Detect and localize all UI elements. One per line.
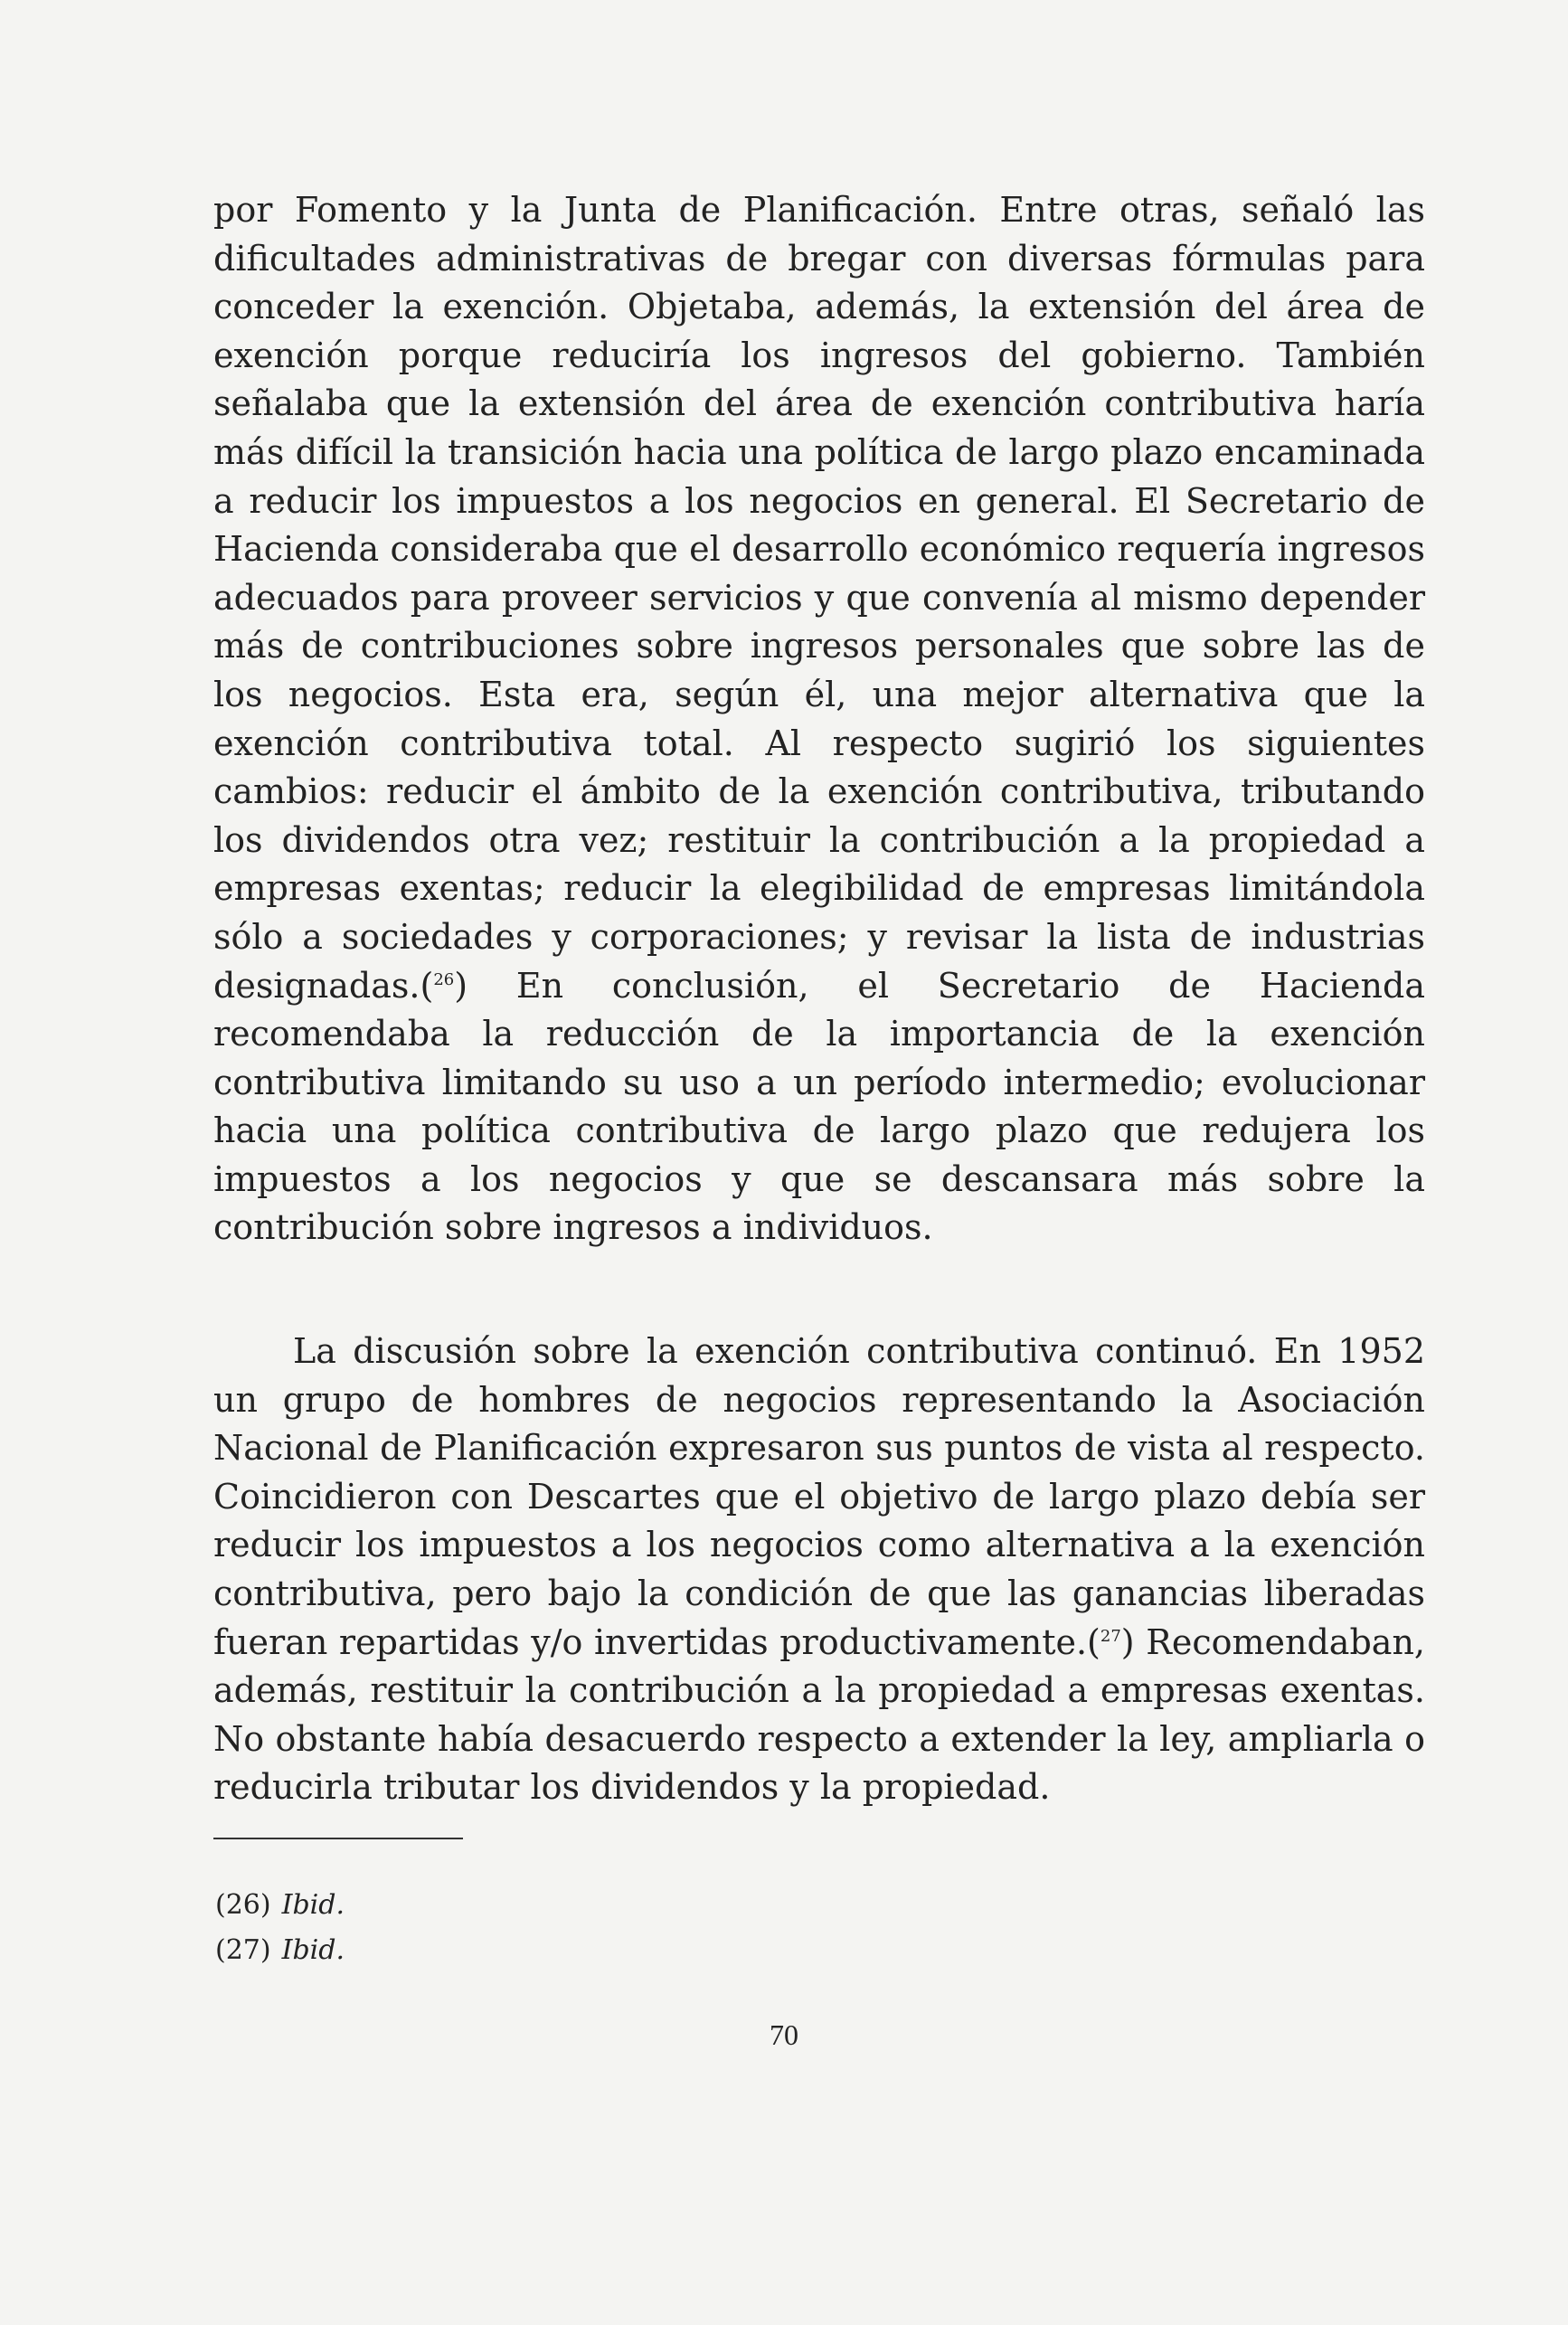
footnotes	[215, 1883, 345, 1973]
paragraph-1	[213, 186, 1425, 1252]
paragraph-2	[213, 1328, 1425, 1812]
paragraph-2-text-b: ) Recomendaban, además, restituir la contribución a la propiedad a empresas exentas. No obstante había desacuerdo respecto a extender la ley, ampliarla o reducirla tributar los dividendos y la propiedad.	[213, 1621, 1425, 1808]
footnote-text: Ibid.	[281, 1934, 345, 1966]
paragraph-2-text-a: La discusión sobre la exención contributiva continuó. En 1952 un grupo de hombres de negocios representando la Asociación Nacional de Planificación expresaron sus puntos de vista al respecto. Coincidieron con Descartes que el objetivo de largo plazo debía ser reducir los impuestos a los negocios como alternativa a la exención contributiva, pero bajo la condición de que las ganancias liberadas fueran repartidas y/o invertidas productivamente.(	[213, 1331, 1425, 1662]
footnote-label: (27)	[215, 1934, 271, 1966]
paragraph-1-text-b: ) En conclusión, el Secretario de Hacienda recomendaba la reducción de la importancia de la exención contributiva limitando su uso a un período intermedio; evolucionar hacia una política contributiva de largo plazo que redujera los impuestos a los negocios y que se descansara más sobre la contribución sobre ingresos a individuos.	[213, 965, 1425, 1248]
footnote-ref-26: 26	[433, 969, 455, 989]
footnote-label: (26)	[215, 1889, 271, 1921]
footnote-26	[215, 1883, 345, 1928]
footnote-ref-27: 27	[1100, 1626, 1121, 1646]
page-number: 70	[770, 2018, 798, 2051]
footnote-27	[215, 1928, 345, 1973]
footnote-divider	[213, 1838, 463, 1839]
footnote-text: Ibid.	[281, 1889, 345, 1921]
paragraph-1-text-a: por Fomento y la Junta de Planificación. Entre otras, señaló las dificultades administrativas de bregar con diversas fórmulas para conceder la exención. Objetaba, además, la extensión del área de exención porque reduciría los ingresos del gobierno. También señalaba que la extensión del área de exención contributiva haría más difícil la transición hacia una política de largo plazo encaminada a reducir los impuestos a los negocios en general. El Secretario de Hacienda consideraba que el desarrollo económico requería ingresos adecuados para proveer servicios y que convenía al mismo depender más de contribuciones sobre ingresos personales que sobre las de los negocios. Esta era, según él, una mejor alternativa que la exención contributiva total. Al respecto sugirió los siguientes cambios: reducir el ámbito de la exención contributiva, tributando los dividendos otra vez; restituir la contribución a la propiedad a empresas exentas; reducir la elegibilidad de empresas limitándola sólo a sociedades y corporaciones; y revisar la lista de industrias designadas.(	[213, 190, 1425, 1006]
